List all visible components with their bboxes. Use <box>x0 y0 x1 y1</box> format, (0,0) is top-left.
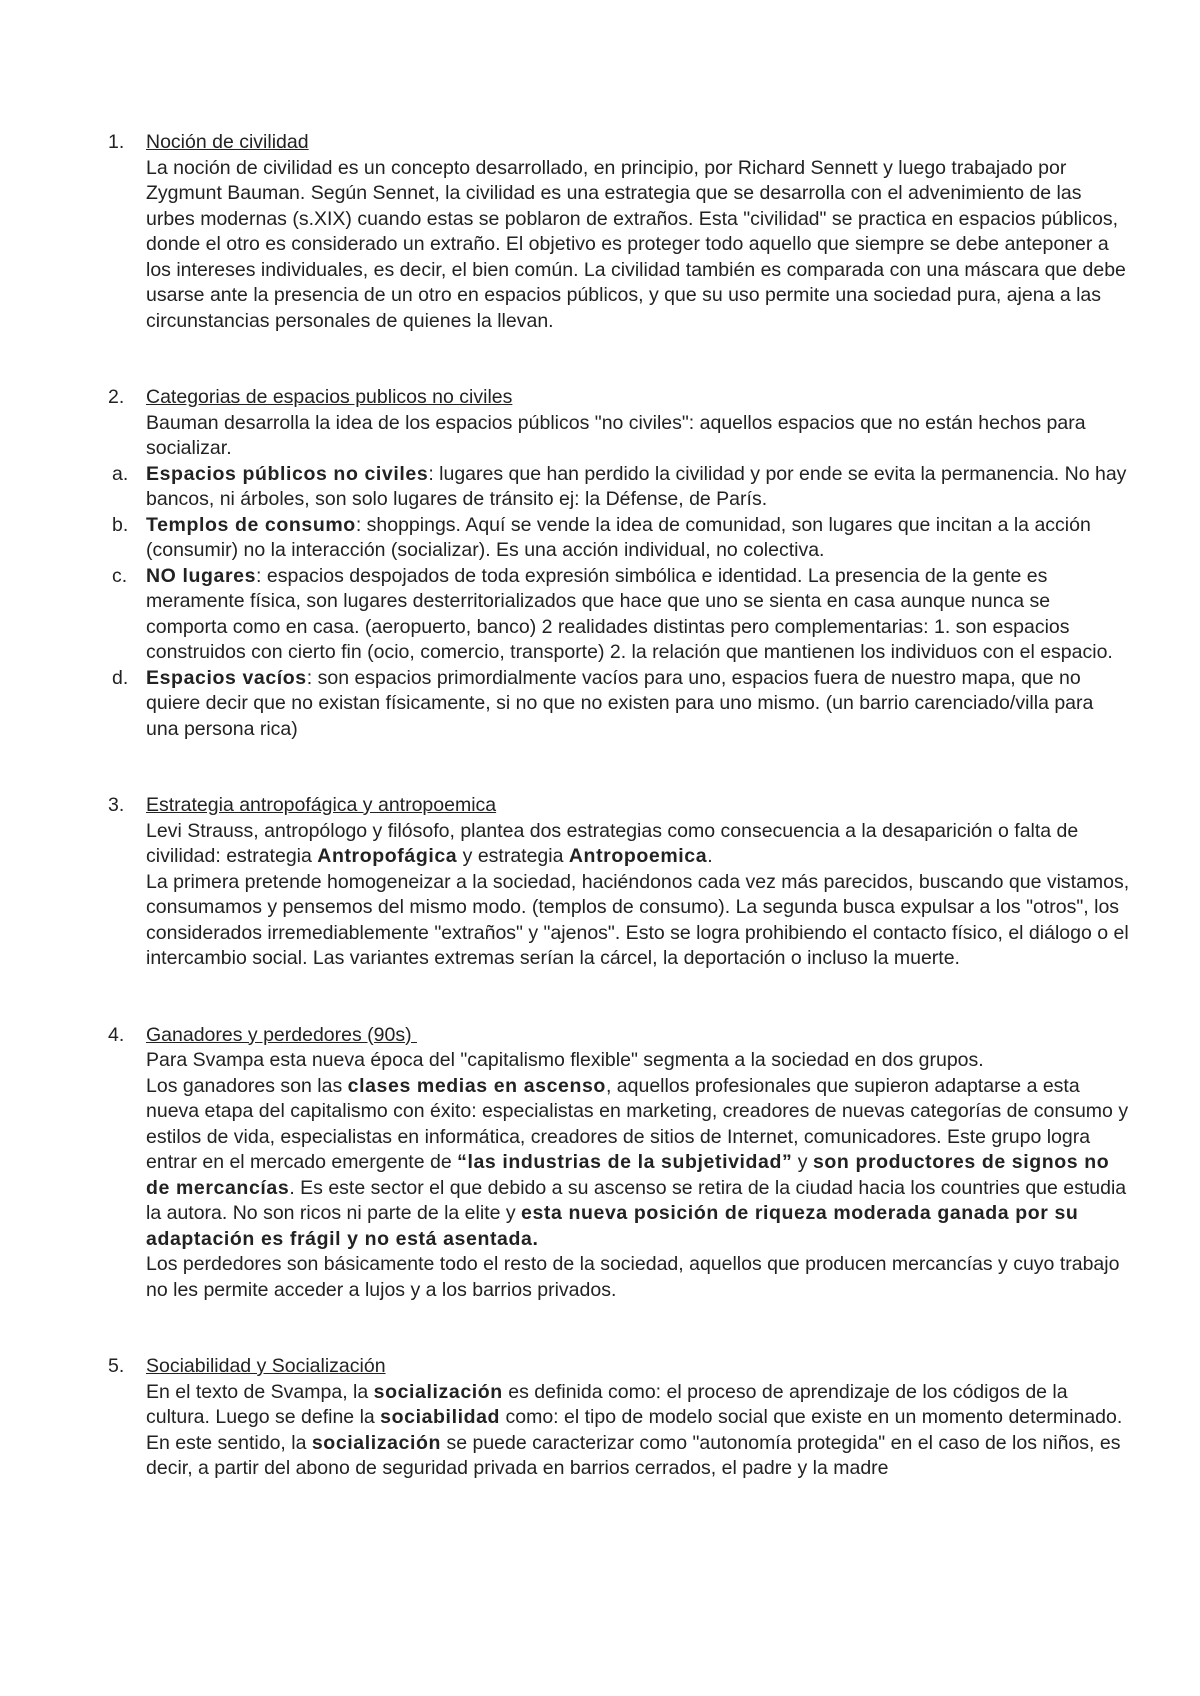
list-item-term: NO lugares <box>146 564 257 587</box>
list-item-text: : shoppings. Aquí se vende la idea de comunidad, son lugares que incitan a la acción (consumir) no la interacción (socializar). Es una acción individual, no colectiva. <box>146 513 1091 561</box>
section-title: Categorias de espacios publicos no civiles <box>146 386 513 408</box>
spacer <box>0 972 1200 1023</box>
section-title: Ganadores y perdedores (90s) <box>146 1023 417 1046</box>
section-number: 3. <box>108 794 125 816</box>
section-3 <box>0 793 1200 972</box>
list-item <box>0 513 1200 564</box>
section-2 <box>0 385 1200 462</box>
spacer <box>0 334 1200 385</box>
section-number: 2. <box>108 386 125 408</box>
section-title: Noción de civilidad <box>146 131 309 153</box>
section-paragraph <box>146 1074 1130 1253</box>
section-5 <box>0 1354 1200 1482</box>
text-run: En este sentido, la <box>146 1431 312 1454</box>
list-letter: a. <box>112 462 129 485</box>
section-4 <box>0 1023 1200 1304</box>
bold-term: sociabilidad <box>380 1406 501 1428</box>
text-run: Los ganadores son las <box>146 1074 348 1097</box>
list-item-term: Templos de consumo <box>146 513 356 536</box>
bold-term: Antropofágica <box>317 845 458 867</box>
section-number: 1. <box>108 131 125 153</box>
section-paragraph: La primera pretende homogeneizar a la sociedad, haciéndonos cada vez más parecidos, buscando que vistamos, consumamos y pensemos del mismo modo. (templos de consumo). La segunda busca expulsar a los "otros", los considerados irremediablemente "extraños" y "ajenos". Esto se logra prohibiendo el contacto físico, el diálogo o el intercambio social. Las variantes extremas serían la cárcel, la deportación o incluso la muerte. <box>146 870 1130 969</box>
list-item-term: Espacios vacíos <box>146 666 307 689</box>
list-item-text: : lugares que han perdido la civilidad y por ende se evita la permanencia. No hay bancos, ni árboles, son solo lugares de tránsito ej: la Défense, de París. <box>146 462 1127 510</box>
spacer <box>0 742 1200 793</box>
text-run: y estrategia <box>457 845 569 867</box>
section-paragraph <box>146 819 1130 870</box>
section-1 <box>0 130 1200 334</box>
bold-term: esta nueva posición de riqueza moderada ganada por su adaptación es frágil y no está asentada. <box>146 1202 1079 1250</box>
text-run: . Es este sector el que debido a su ascenso se retira de la ciudad hacia los countries que estudia la autora. No son ricos ni parte de la elite y <box>146 1176 1127 1224</box>
bold-term: clases medias en ascenso <box>347 1074 606 1097</box>
section-number: 4. <box>108 1023 125 1046</box>
section-paragraph: La noción de civilidad es un concepto desarrollado, en principio, por Richard Sennett y luego trabajado por Zygmunt Bauman. Según Sennet, la civilidad es una estrategia que se desarrolla con el advenimiento de las urbes modernas (s.XIX) cuando estas se poblaron de extraños. Esta "civilidad" se practica en espacios públicos, donde el otro es considerado un extraño. El objetivo es proteger todo aquello que siempre se debe anteponer a los intereses individuales, es decir, el bien común. La civilidad también es comparada con una máscara que debe usarse ante la presencia de un otro en espacios públicos, y que su uso permite una sociedad pura, ajena a las circunstancias personales de quienes la llevan. <box>146 156 1126 332</box>
list-item <box>0 462 1200 513</box>
text-run: es definida como: el proceso de aprendizaje de los códigos de la cultura. Luego se define la <box>146 1380 1068 1428</box>
list-letter: d. <box>112 666 129 689</box>
bold-term: socialización <box>311 1431 442 1454</box>
bold-term: socialización <box>373 1380 503 1403</box>
section-paragraph: Bauman desarrolla la idea de los espacios públicos "no civiles": aquellos espacios que no están hechos para socializar. <box>146 411 1086 459</box>
bold-term: son productores de signos no de mercancías <box>146 1151 1110 1199</box>
section-paragraph <box>146 1431 1130 1482</box>
list-item-text: : son espacios primordialmente vacíos para uno, espacios fuera de nuestro mapa, que no quiere decir que no existan físicamente, si no que no existen para uno mismo. (un barrio carenciado/villa para una persona rica) <box>146 666 1094 740</box>
text-run: como: el tipo de modelo social que existe en un momento determinado. <box>500 1406 1123 1428</box>
text-run: y <box>792 1151 813 1173</box>
section-title: Estrategia antropofágica y antropoemica <box>146 794 497 816</box>
document-body <box>0 130 1200 1482</box>
list-item-term: Espacios públicos no civiles <box>146 462 429 485</box>
section-number: 5. <box>108 1355 125 1377</box>
bold-term: Antropoemica <box>568 845 708 867</box>
text-run: , aquellos profesionales que supieron adaptarse a esta nueva etapa del capitalismo con éxito: especialistas en marketing, creadores de nuevas categorías de consumo y estilos de vida, especialistas en informática, creadores de sitios de Internet, comunicadores. Este grupo logra entrar en el mercado emergente de <box>146 1074 1129 1173</box>
list-item <box>0 666 1200 743</box>
text-run: . <box>707 845 713 867</box>
list-letter: b. <box>112 513 129 536</box>
section-paragraph: Para Svampa esta nueva época del "capitalismo flexible" segmenta a la sociedad en dos grupos. <box>146 1049 984 1071</box>
list-item <box>0 564 1200 666</box>
text-run: se puede caracterizar como "autonomía protegida" en el caso de los niños, es decir, a partir del abono de seguridad privada en barrios cerrados, el padre y la madre <box>146 1431 1121 1479</box>
list-letter: c. <box>112 564 128 587</box>
list-item-text: : espacios despojados de toda expresión simbólica e identidad. La presencia de la gente es meramente física, son lugares desterritorializados que hace que uno se sienta en casa aunque nunca se comporta como en casa. (aeropuerto, banco) 2 realidades distintas pero complementarias: 1. son espacios construidos con cierto fin (ocio, comercio, transporte) 2. la relación que mantienen los individuos con el espacio. <box>146 564 1113 663</box>
section-paragraph <box>146 1380 1130 1431</box>
section-paragraph: Los perdedores son básicamente todo el resto de la sociedad, aquellos que producen mercancías y cuyo trabajo no les permite acceder a lujos y a los barrios privados. <box>146 1253 1120 1301</box>
bold-term: “las industrias de la subjetividad” <box>457 1151 793 1173</box>
text-run: Levi Strauss, antropólogo y filósofo, plantea dos estrategias como consecuencia a la desaparición o falta de civilidad: estrategia <box>146 819 1079 867</box>
spacer <box>0 1303 1200 1354</box>
section-title: Sociabilidad y Socialización <box>146 1355 386 1377</box>
text-run: En el texto de Svampa, la <box>146 1380 374 1403</box>
